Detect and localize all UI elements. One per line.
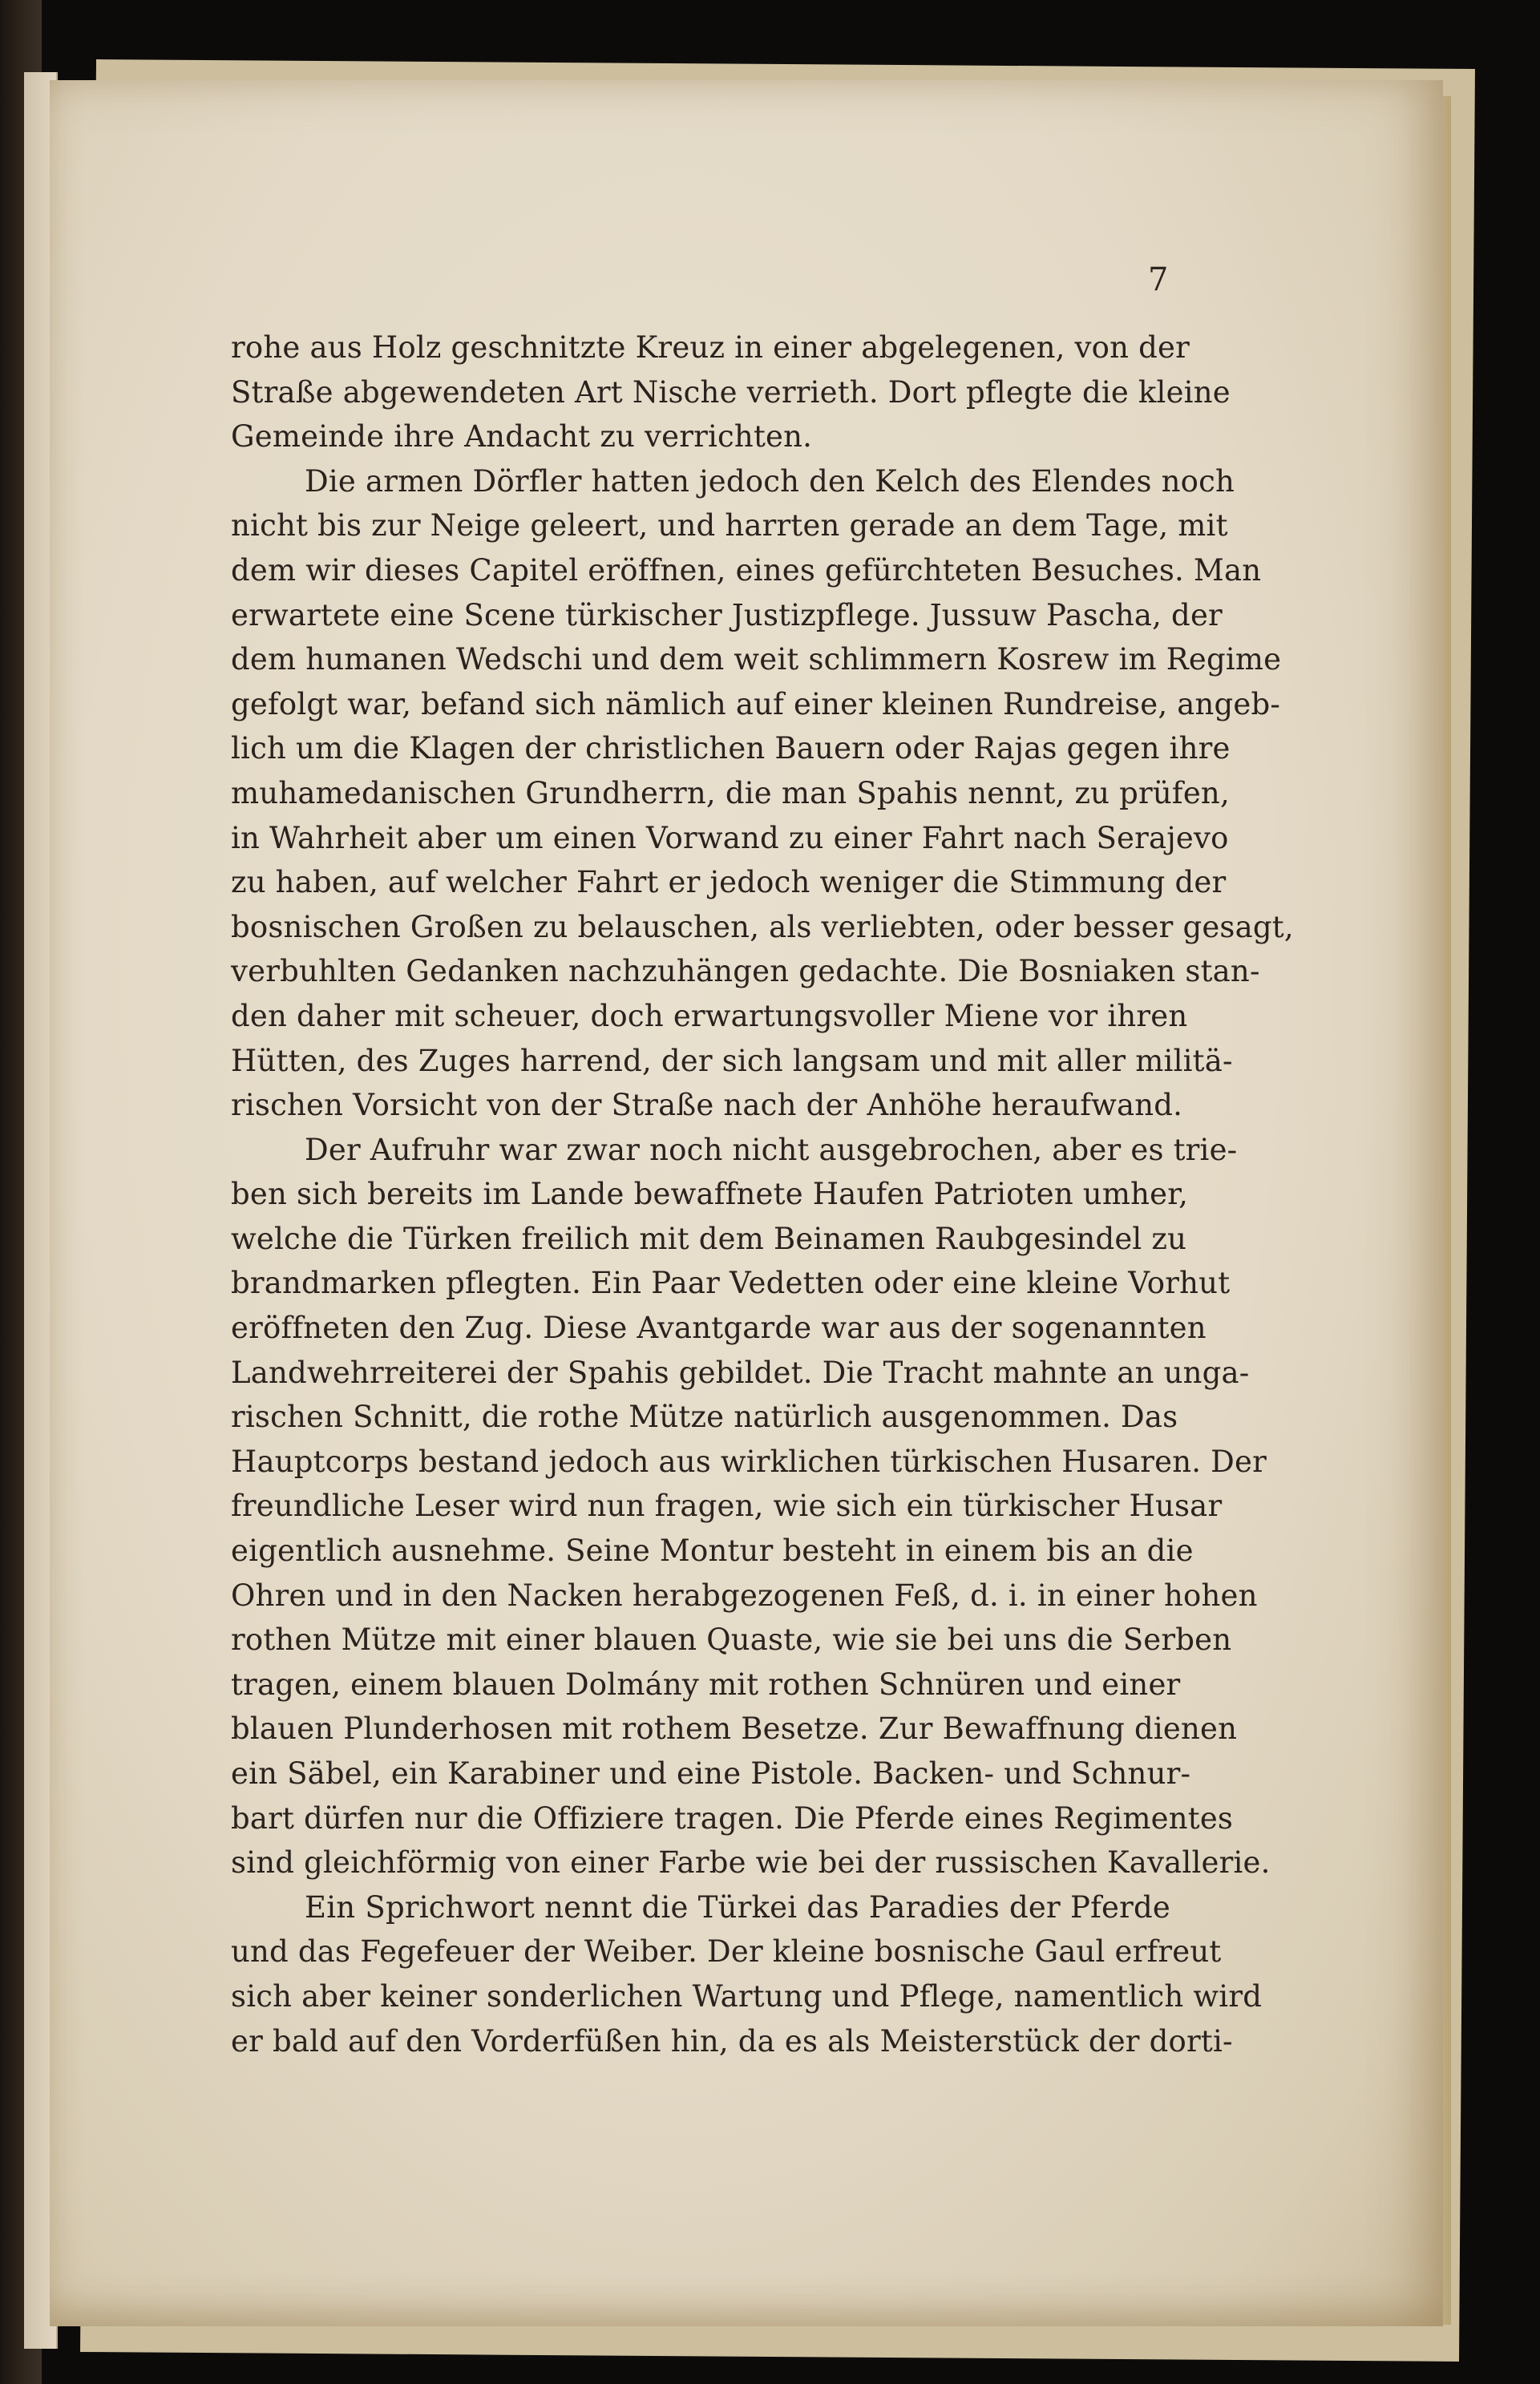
text-line: Ohren und in den Nacken herabgezogenen Feß, d. i. in einer hohen — [231, 1578, 1258, 1613]
text-line: er bald auf den Vorderfüßen hin, da es als Meisterstück der dorti- — [231, 2023, 1233, 2059]
text-line: welche die Türken freilich mit dem Beinamen Raubgesindel zu — [231, 1221, 1187, 1256]
text-line: verbuhlten Gedanken nachzuhängen gedachte. Die Bosniaken stan- — [231, 954, 1260, 989]
text-line: sich aber keiner sonderlichen Wartung und Pflege, namentlich wird — [231, 1978, 1263, 2014]
text-line: Straße abgewendeten Art Nische verrieth. Dort pflegte die kleine — [231, 374, 1231, 410]
text-line: Hütten, des Zuges harrend, der sich langsam und mit aller militä- — [231, 1043, 1233, 1078]
text-line: zu haben, auf welcher Fahrt er jedoch weniger die Stimmung der — [231, 865, 1227, 900]
text-line: ein Säbel, ein Karabiner und eine Pistole. Backen- und Schnur- — [231, 1756, 1191, 1791]
page-number: 7 — [1148, 261, 1169, 298]
text-line: lich um die Klagen der christlichen Bauern oder Rajas gegen ihre — [231, 731, 1231, 766]
text-line: Gemeinde ihre Andacht zu verrichten. — [231, 419, 813, 455]
text-line: rothen Mütze mit einer blauen Quaste, wie sie bei uns die Serben — [231, 1622, 1232, 1658]
text-line: blauen Plunderhosen mit rothem Besetze. Zur Bewaffnung dienen — [231, 1711, 1238, 1747]
text-line: Die armen Dörfler hatten jedoch den Kelch des Elendes noch — [305, 463, 1235, 499]
text-line: dem wir dieses Capitel eröffnen, eines gefürchteten Besuches. Man — [231, 552, 1262, 588]
text-line: rohe aus Holz geschnitzte Kreuz in einer abgelegenen, von der — [231, 330, 1190, 365]
text-line: gefolgt war, befand sich nämlich auf einer kleinen Rundreise, angeb- — [231, 686, 1281, 721]
text-line: und das Fegefeuer der Weiber. Der kleine bosnische Gaul erfreut — [231, 1934, 1222, 1970]
text-line: erwartete eine Scene türkischer Justizpflege. Jussuw Pascha, der — [231, 597, 1223, 632]
text-line: rischen Schnitt, die rothe Mütze natürlich ausgenommen. Das — [231, 1400, 1178, 1435]
text-line: brandmarken pflegten. Ein Paar Vedetten oder eine kleine Vorhut — [231, 1266, 1231, 1301]
text-line: muhamedanischen Grundherrn, die man Spahis nennt, zu prüfen, — [231, 775, 1230, 810]
text-line: bart dürfen nur die Offiziere tragen. Die Pferde eines Regimentes — [231, 1800, 1234, 1836]
text-line: Landwehrreiterei der Spahis gebildet. Die Tracht mahnte an unga- — [231, 1355, 1250, 1390]
text-line: sind gleichförmig von einer Farbe wie bei der russischen Kavallerie. — [231, 1845, 1271, 1881]
text-line: dem humanen Wedschi und dem weit schlimmern Kosrew im Regime — [231, 642, 1282, 677]
text-line: bosnischen Großen zu belauschen, als verliebten, oder besser gesagt, — [231, 909, 1294, 944]
text-line: in Wahrheit aber um einen Vorwand zu einer Fahrt nach Serajevo — [231, 820, 1229, 855]
text-line: freundliche Leser wird nun fragen, wie sich ein türkischer Husar — [231, 1489, 1223, 1524]
text-line: eigentlich ausnehme. Seine Montur besteht in einem bis an die — [231, 1533, 1194, 1569]
body-text — [231, 325, 1294, 2063]
text-line: ben sich bereits im Lande bewaffnete Haufen Patrioten umher, — [231, 1177, 1189, 1212]
text-line: tragen, einem blauen Dolmány mit rothen Schnüren und einer — [231, 1667, 1181, 1702]
text-line: nicht bis zur Neige geleert, und harrten gerade an dem Tage, mit — [231, 508, 1228, 543]
text-line: Der Aufruhr war zwar noch nicht ausgebrochen, aber es trie- — [305, 1132, 1238, 1167]
text-line: Ein Sprichwort nennt die Türkei das Paradies der Pferde — [305, 1889, 1170, 1925]
text-line: den daher mit scheuer, doch erwartungsvoller Miene vor ihren — [231, 998, 1188, 1033]
text-line: rischen Vorsicht von der Straße nach der Anhöhe heraufwand. — [231, 1088, 1183, 1123]
text-line: eröffneten den Zug. Diese Avantgarde war aus der sogenannten — [231, 1311, 1207, 1346]
text-line: Hauptcorps bestand jedoch aus wirklichen türkischen Husaren. Der — [231, 1444, 1267, 1479]
